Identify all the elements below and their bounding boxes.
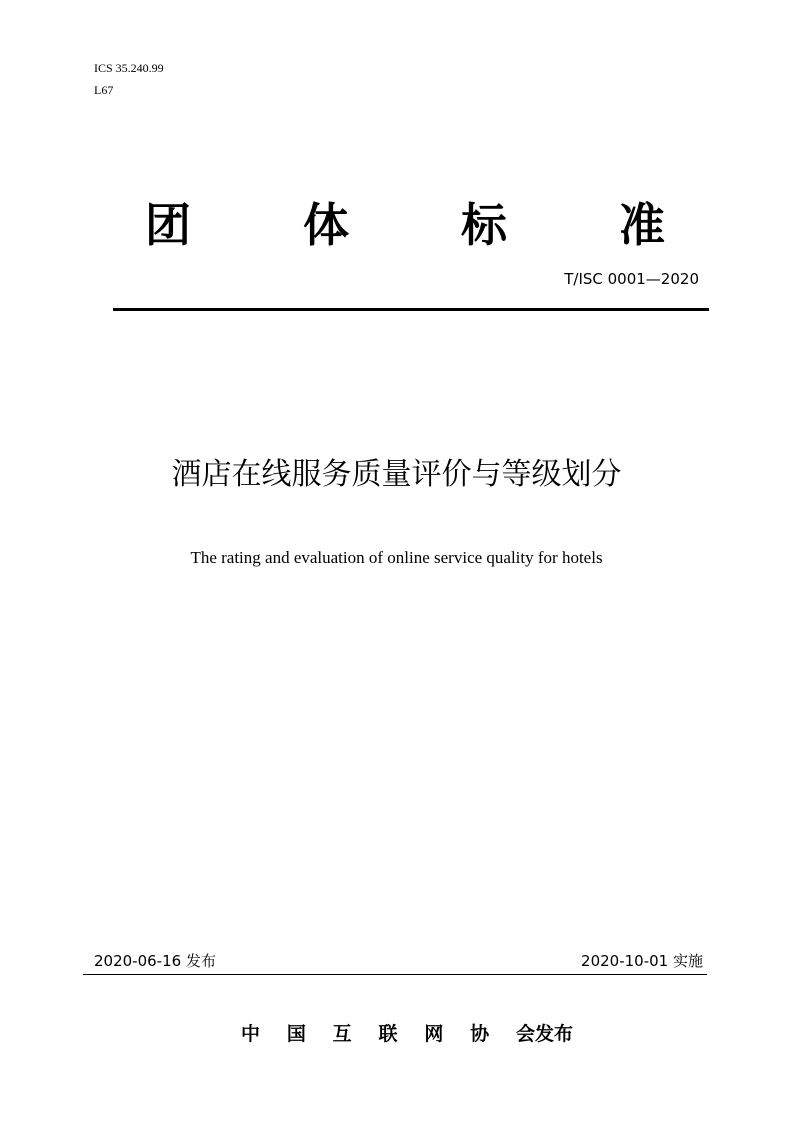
publisher-char: 网 — [424, 1023, 444, 1045]
footer-divider — [83, 974, 707, 975]
ics-code: ICS 35.240.99 — [94, 61, 164, 75]
standard-type-heading — [145, 190, 665, 254]
publisher-char: 中 — [241, 1023, 261, 1045]
publisher-char: 互 — [332, 1023, 352, 1045]
publish-date: 2020-06-16 发布 — [94, 952, 216, 970]
header-divider — [113, 308, 709, 311]
standard-type-char: 团 — [145, 198, 191, 252]
standard-type-char: 体 — [303, 198, 349, 252]
publisher-char: 联 — [378, 1023, 398, 1045]
standard-type-char: 标 — [461, 198, 507, 252]
publisher-line — [241, 1022, 573, 1046]
document-title-chinese: 酒店在线服务质量评价与等级划分 — [171, 457, 622, 492]
publisher-char: 国 — [286, 1023, 306, 1045]
standard-number: T/ISC 0001—2020 — [564, 270, 699, 288]
publisher-char: 协 — [470, 1023, 490, 1045]
document-title-english: The rating and evaluation of online service quality for hotels — [190, 548, 603, 567]
effective-date: 2020-10-01 实施 — [581, 952, 703, 970]
publisher-char: 会发布 — [515, 1023, 573, 1045]
standard-type-char: 准 — [619, 198, 665, 252]
clc-code: L67 — [94, 83, 114, 97]
